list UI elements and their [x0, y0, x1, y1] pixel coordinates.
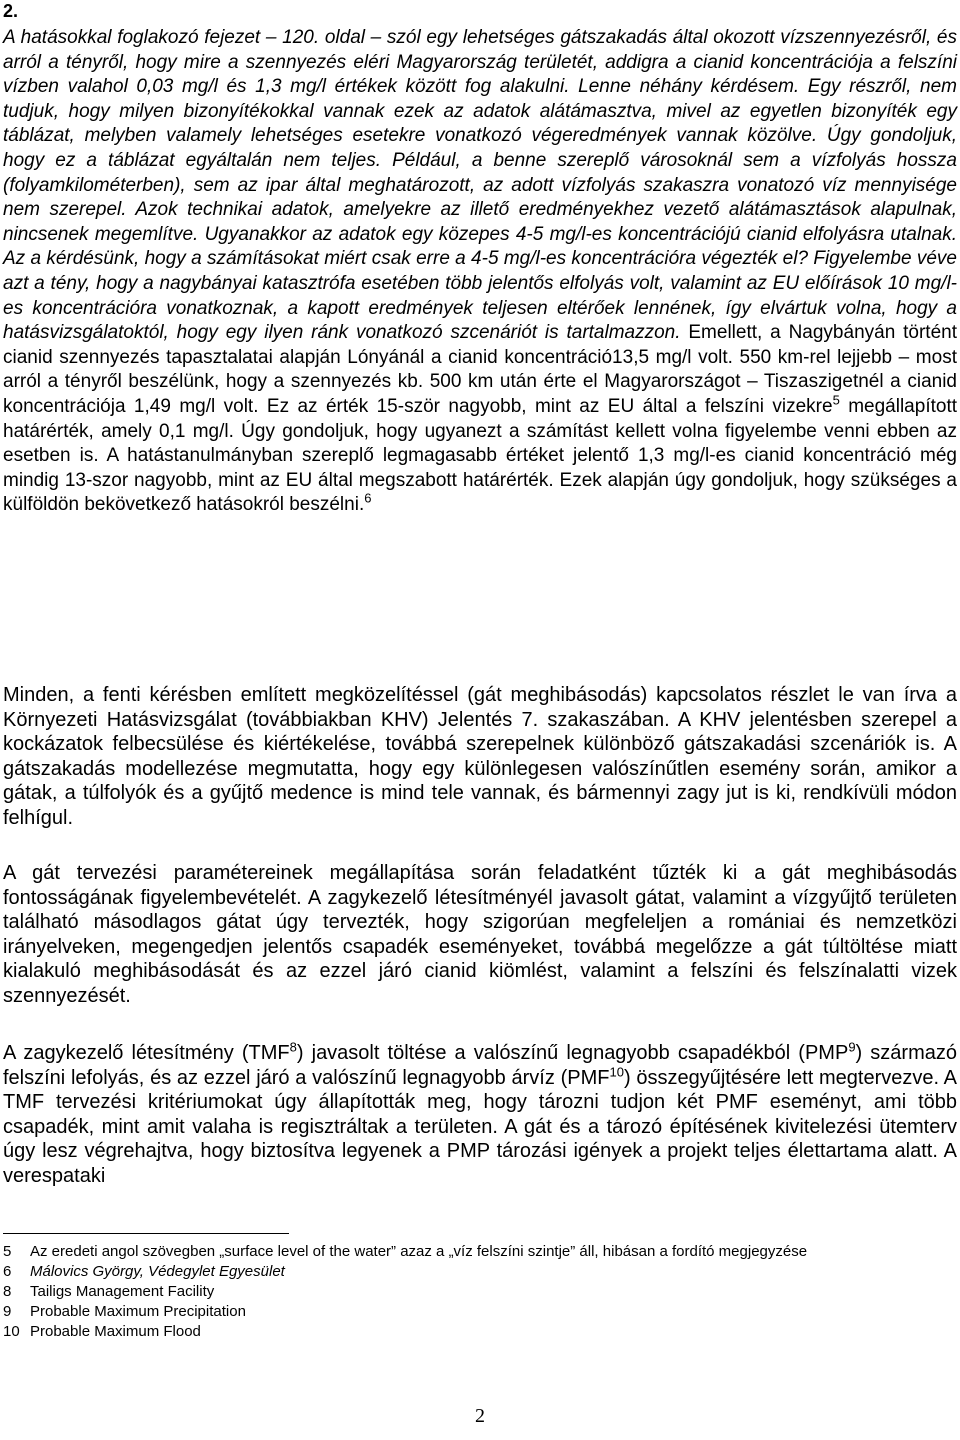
- question-sentence: Azok technikai adatok, amelyekre az illető eredményekhez vezető alátámasztások alapulnak, nincsenek megemlítve.: [3, 199, 957, 245]
- question-sentence: megállapított határérték, amely 0,1 mg/l.: [3, 395, 957, 442]
- footnote-text: Az eredeti angol szövegben „surface level of the water” azaz a „víz felszíni szintje” áll, hibásan a fordító megjegyzése: [30, 1243, 808, 1260]
- footnote-item: [3, 1302, 903, 1322]
- footnote-item: [3, 1282, 903, 1302]
- text-run: A zagykezelő létesítmény (TMF: [3, 1042, 290, 1064]
- question-sentence: A hatástanulmányban szereplő legmagasabb értéket jelentő 1,3 mg/l-es cianid koncentráció még mindig 13-szor nagyobb, mint az EU által megszabott határérték.: [3, 445, 957, 491]
- footnote-text: Probable Maximum Precipitation: [30, 1303, 246, 1320]
- footnote-item: [3, 1322, 903, 1342]
- question-sentence: Ez az érték 15-ször nagyobb, mint az EU által a felszíni vizekre: [258, 395, 833, 417]
- footnote-text: Tailigs Management Facility: [30, 1283, 215, 1300]
- page-number: 2: [475, 1405, 485, 1427]
- footnote-number: 6: [3, 1263, 12, 1280]
- paragraph-answer-3: [3, 1041, 957, 1188]
- text-run: ) származó felszíni lefolyás, és az ezzel járó a valószínű legnagyobb árvíz (PMF: [3, 1042, 957, 1089]
- footnote-number: 5: [3, 1243, 12, 1260]
- footnote-ref: 9: [848, 1039, 856, 1055]
- question-sentence: Úgy gondoljuk, hogy ugyanezt a számítást kellett volna figyelembe venni ebben az esetben is.: [3, 420, 957, 467]
- footnote-number: 8: [3, 1283, 12, 1300]
- footnote-number: 10: [3, 1323, 20, 1340]
- footnote-ref: 5: [832, 392, 840, 408]
- text-run: ) összegyűjtésére lett megtervezve. A TMF tervezési kritériumokat úgy állapították meg, hogy tározni tudjon két PMF eseményt, ami több csapadék, mint amit valaha is regisztráltak a területen. A gát és a tározó építésének kivitelezési ütemterv úgy lesz végrehajtva, hogy biztosítva legyenek a PMP tározási igények a projekt teljes élettartama alatt. A verespataki: [3, 1066, 958, 1187]
- footnote-ref: 8: [289, 1039, 297, 1055]
- question-sentence: Emellett, a Nagybányán történt cianid szennyezés tapasztalatai alapján Lónyánál a cianid koncentráció13,5 mg/l volt.: [3, 322, 957, 368]
- question-sentence: A hatásokkal foglakozó fejezet – 120. oldal – szól egy lehetséges gátszakadás által okozott vízszennyezésről, és arról a tényről, hogy mire a szennyezés eléri Magyarország területét, addigra a cianid koncentrációja a felszíni vízben valahol 0,03 mg/l és 1,3 mg/l értékek között fog alakulni. Lenne néhány kérdésem.: [3, 27, 957, 98]
- footnote-item: [3, 1262, 903, 1282]
- footnote-separator: [3, 1233, 289, 1234]
- question-sentence: Ezek alapján úgy gondoljuk, hogy szükséges a külföldön bekövetkező hatásokról beszélni.: [3, 469, 957, 516]
- footnote-text: Probable Maximum Flood: [30, 1323, 201, 1340]
- question-sentence: 550 km-rel lejjebb – most arról a tényről beszélünk, hogy a szennyezés kb. 500 km után érte el Magyarországot – Tiszaszigetnél a cianid koncentrációja 1,49 mg/l volt.: [3, 346, 957, 417]
- question-sentence: Az a kérdésünk, hogy a számításokat miért csak erre a 4-5 mg/l-es koncentrációra végezték el?: [3, 248, 809, 270]
- footnote-text: Málovics György, Védegylet Egyesület: [30, 1263, 285, 1280]
- question-sentence: Egy részről, nem tudjuk, hogy milyen bizonyítékokkal vannak ezek az adatok alátámasztva, mivel az egyetlen bizonyíték egy táblázat, melyben valamely lehetséges esetekre vonatkozó végeredmények vannak közölve. Úgy gondoljuk, hogy ez a táblázat egyáltalán nem teljes.: [3, 76, 957, 171]
- paragraph-question: [3, 26, 957, 518]
- paragraph-answer-1: Minden, a fenti kérésben említett megközelítéssel (gát meghibásodás) kapcsolatos részlet le van írva a Környezeti Hatásvizsgálat (továbbiakban KHV) Jelentés 7. szakaszában. A KHV jelentésben szerepel a kockázatok felbecsülése és kiértékelése, továbbá szerepelnek különböző gátszakadási szcenáriók is. A gátszakadás modellezése megmutatta, hogy egy különlegesen valószínűtlen esemény során, amikor a gátak, a túlfolyók és a gyűjtő medence is mind tele vannak, és bármennyi zagy jut is ki, rendkívüli módon felhígul.: [3, 684, 957, 829]
- footnote-ref: 10: [609, 1063, 624, 1079]
- footnote-ref: 6: [364, 490, 372, 506]
- footnote-number: 9: [3, 1303, 12, 1320]
- question-sentence: Figyelembe véve azt a tény, hogy a nagybányai katasztrófa esetében több jelentős elfolyás volt, valamint az EU előírások 10 mg/l-es koncentrációra vonatkoznak, a kapott eredmények teljesen eltérőek lennének, így elvártuk volna, hogy a hatásvizsgálatoktól, hogy egy ilyen ránk vonatkozó szcenáriót is tartalmazzon.: [3, 248, 957, 344]
- footnote-item: [3, 1242, 903, 1262]
- paragraph-answer-2: A gát tervezési paramétereinek megállapítása során feladatként tűzték ki a gát meghibásodás fontosságának figyelembevételét. A zagykezelő létesítményél javasolt gátat, valamint a vízgyűjtő területen található másodlagos gátat úgy tervezték, hogy szigorúan megfeleljen a romániai és nemzetközi irányelveken, megengedjen jelentős csapadék eseményeket, továbbá megelőzze a gát túltöltése miatt kialakuló meghibásodását és az ezzel járó cianid kiömlést, valamint a felszíni és felszínalatti vizek szennyezését.: [3, 862, 957, 1007]
- question-sentence: Például, a benne szereplő városoknál sem a vízfolyás hossza (folyamkilométerben), sem az ipar által meghatározott, az adott vízfolyás szakaszra vonatozó víz mennyisége nem szerepel.: [3, 149, 957, 221]
- text-run: ) javasolt töltése a valószínű legnagyobb csapadékból (PMP: [296, 1042, 849, 1064]
- section-number: 2.: [3, 1, 19, 21]
- question-sentence: Ugyanakkor az adatok egy közepes 4-5 mg/l-es koncentrációjú cianid elfolyásra utalnak.: [198, 223, 957, 245]
- footnotes: [3, 1242, 903, 1342]
